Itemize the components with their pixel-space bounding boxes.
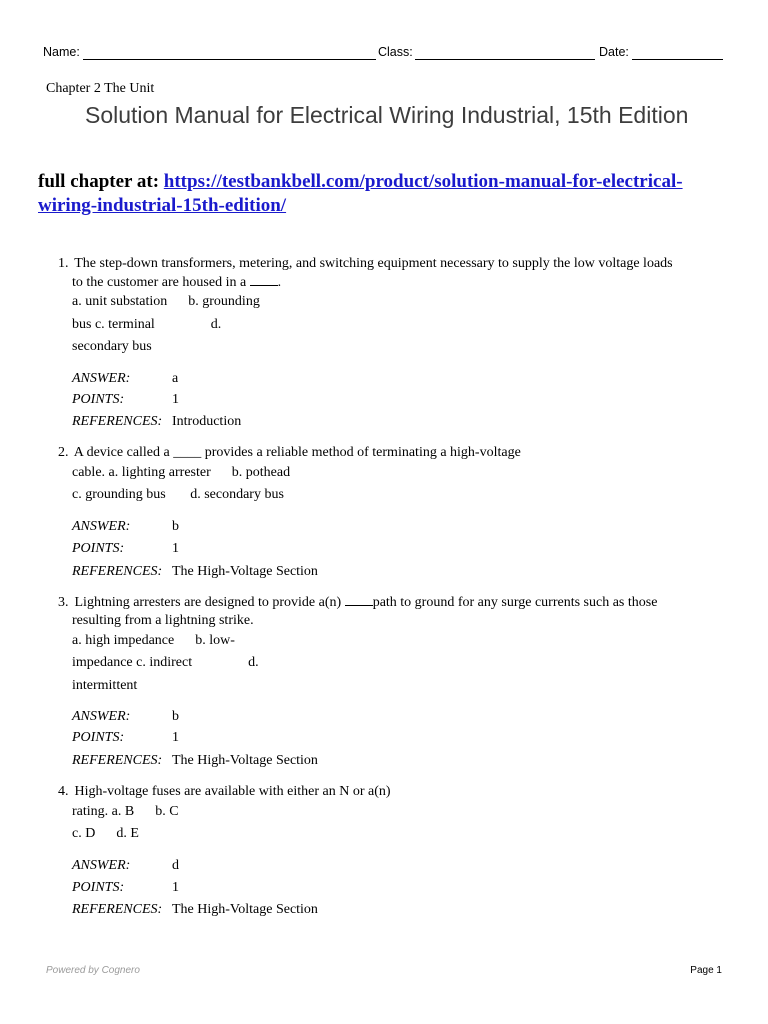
question-text: . [277,275,282,290]
question-text: path to ground for any surge currents such as those [372,595,658,610]
question-2-references [72,562,318,581]
question-4-answer [72,856,179,875]
chapter-title: Chapter 2 The Unit [46,81,155,96]
question-1-answer [72,369,178,388]
points-label: POINTS: [72,880,125,895]
class-field-line[interactable] [415,59,595,60]
date-label: Date: [599,45,629,59]
powered-by-footer: Powered by Cognero [46,965,140,976]
question-3-option-line: impedance c. indirect d. [72,655,259,670]
answer-value: b [172,519,179,534]
question-number: 1. [58,256,69,271]
full-chapter-link[interactable]: https://testbankbell.com/product/solution-manual-for-electrical-wiring-industrial-15th-edition/ [38,171,683,216]
header-row [43,45,723,63]
references-value: Introduction [172,414,242,429]
question-4-option-line: rating. a. B b. C [72,804,179,819]
question-2-answer [72,517,179,536]
points-value: 1 [172,880,179,895]
question-text: Lightning arresters are designed to provide a(n) [74,595,342,610]
answer-blank [250,273,278,286]
points-label: POINTS: [72,730,125,745]
question-text: High-voltage fuses are available with either an N or a(n) [74,784,391,799]
question-1-option-line: a. unit substation b. grounding [72,294,260,309]
question-4-option-line: c. D d. E [72,826,139,841]
name-label: Name: [43,45,80,59]
question-3-stem [58,593,728,612]
date-field-line[interactable] [632,59,723,60]
answer-label: ANSWER: [72,709,131,724]
question-2-stem [58,443,728,462]
points-label: POINTS: [72,392,125,407]
full-chapter-label: full chapter at: [38,171,160,192]
answer-label: ANSWER: [72,371,131,386]
references-label: REFERENCES: [72,564,163,579]
question-number: 4. [58,784,69,799]
question-1-option-line: bus c. terminal d. [72,317,222,332]
page-number: Page 1 [690,965,722,976]
question-text: to the customer are housed in a [72,275,247,290]
page-title: Solution Manual for Electrical Wiring Industrial, 15th Edition [85,102,689,128]
references-label: REFERENCES: [72,902,163,917]
points-value: 1 [172,541,179,556]
question-1-points [72,390,179,409]
answer-blank [345,593,373,606]
references-value: The High-Voltage Section [172,753,318,768]
question-3-references [72,751,318,770]
answer-value: d [172,858,179,873]
question-1-references [72,412,241,431]
references-label: REFERENCES: [72,414,163,429]
question-4-points [72,878,179,897]
question-3-points [72,728,179,747]
references-label: REFERENCES: [72,753,163,768]
question-2-option-line: c. grounding bus d. secondary bus [72,487,284,502]
question-text: A device called a ____ provides a reliable method of terminating a high-voltage [73,445,521,460]
question-1-stem-cont [72,273,281,292]
question-2-points [72,539,179,558]
question-1-option-line: secondary bus [72,339,152,354]
question-number: 2. [58,445,69,460]
question-number: 3. [58,595,69,610]
answer-label: ANSWER: [72,858,131,873]
answer-value: a [172,371,179,386]
answer-label: ANSWER: [72,519,131,534]
references-value: The High-Voltage Section [172,564,318,579]
full-chapter-line [38,170,738,218]
class-label: Class: [378,45,413,59]
references-value: The High-Voltage Section [172,902,318,917]
points-value: 1 [172,730,179,745]
question-3-answer [72,707,179,726]
question-3-option-line: resulting from a lightning strike. [72,613,254,628]
name-field-line[interactable] [83,59,376,60]
question-4-references [72,900,318,919]
question-4-stem [58,782,728,801]
points-label: POINTS: [72,541,125,556]
points-value: 1 [172,392,179,407]
answer-value: b [172,709,179,724]
question-2-option-line: cable. a. lighting arrester b. pothead [72,465,291,480]
question-text: The step-down transformers, metering, and switching equipment necessary to supply the low voltage loads [74,256,673,271]
question-3-option-line: intermittent [72,678,138,693]
question-3-option-line: a. high impedance b. low- [72,633,235,648]
question-1-stem [58,254,728,273]
